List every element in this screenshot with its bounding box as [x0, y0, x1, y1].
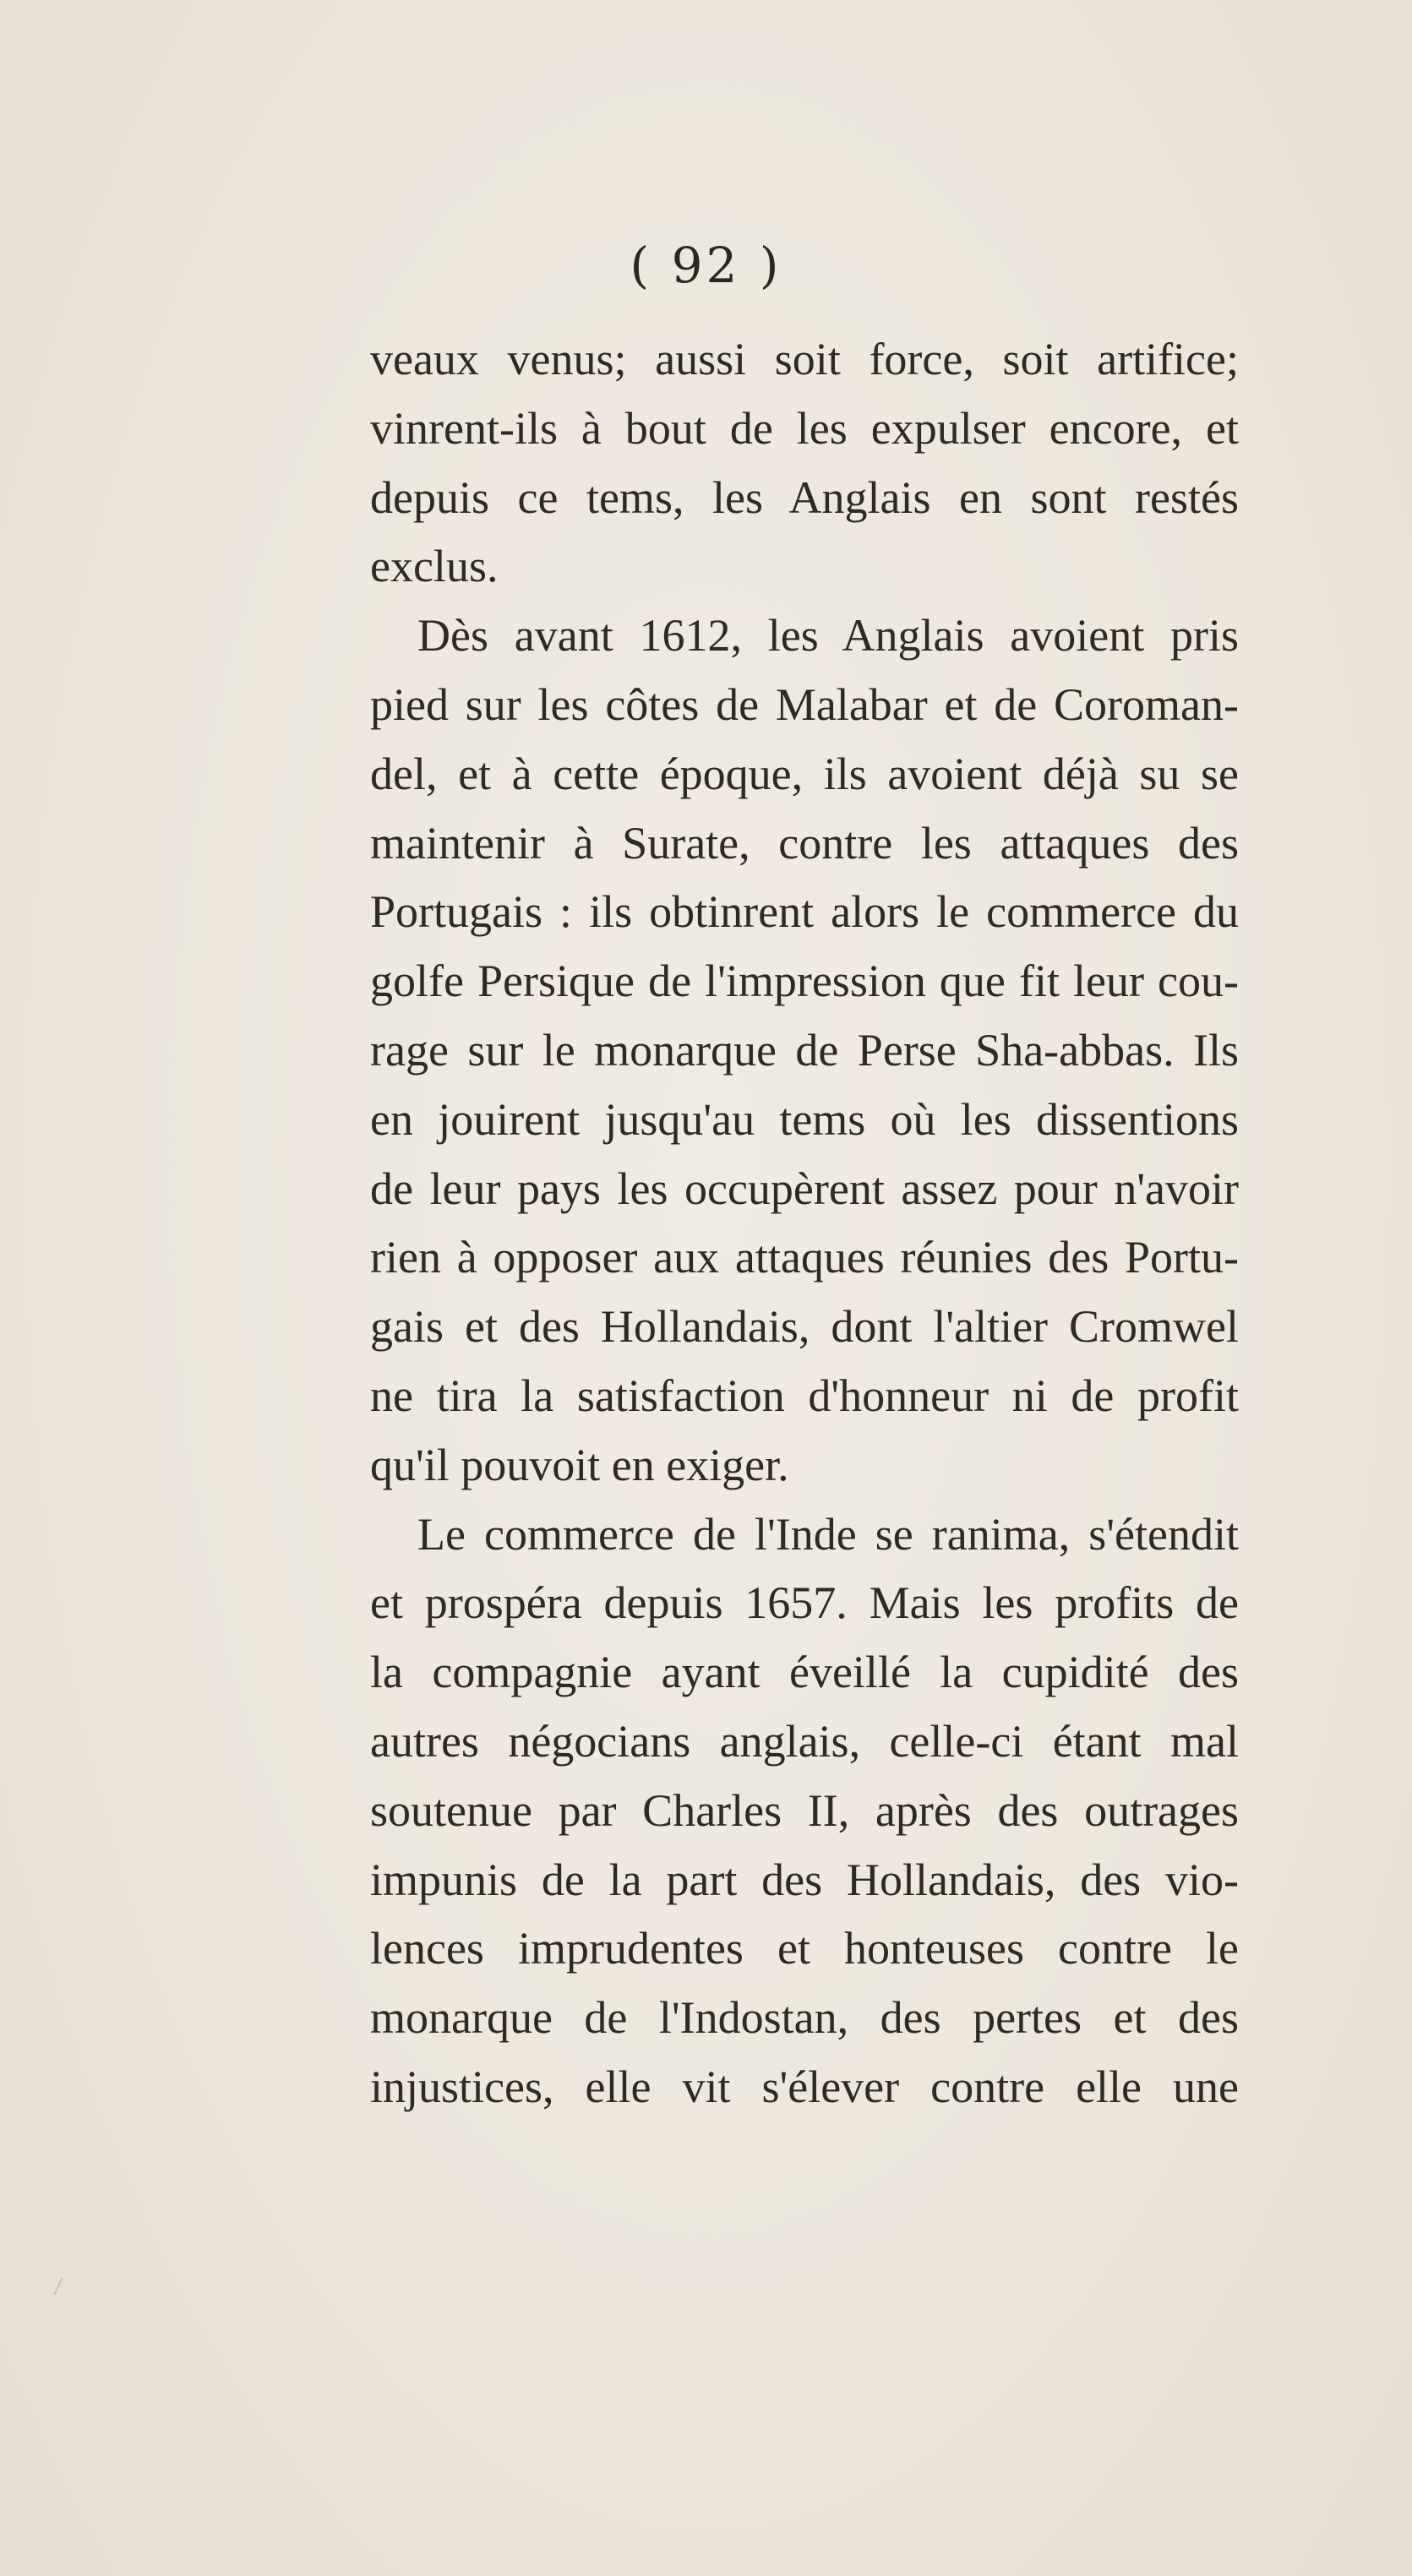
- text-line: gais et des Hollandais, dont l'altier Cromwel: [370, 1301, 1239, 1353]
- text-line: monarque de l'Indostan, des pertes et des: [370, 1992, 1239, 2044]
- text-line: rien à opposer aux attaques réunies des Portu-: [370, 1232, 1239, 1283]
- text-line: lences imprudentes et honteuses contre le: [370, 1923, 1239, 1974]
- text-line: pied sur les côtes de Malabar et de Coroman-: [370, 678, 1239, 730]
- body-text: [370, 325, 1239, 2122]
- text-line: ne tira la satisfaction d'honneur ni de profit: [370, 1370, 1239, 1421]
- text-line: en jouirent jusqu'au tems où les dissentions: [370, 1093, 1239, 1145]
- text-line: depuis ce tems, les Anglais en sont restés: [370, 471, 1239, 523]
- text-line: golfe Persique de l'impression que fit leur cou-: [370, 956, 1239, 1007]
- text-line: veaux venus; aussi soit force, soit artifice;: [370, 334, 1239, 384]
- text-line: et prospéra depuis 1657. Mais les profits de: [370, 1577, 1239, 1629]
- text-line: autres négocians anglais, celle-ci étant mal: [370, 1715, 1239, 1767]
- text-line: impunis de la part des Hollandais, des vio-: [370, 1854, 1239, 1905]
- paragraph-first-line: Le commerce de l'Inde se ranima, s'étendit: [417, 1508, 1239, 1560]
- text-line: vinrent-ils à bout de les expulser encore, et: [370, 402, 1239, 454]
- text-line: qu'il pouvoit en exiger.: [370, 1439, 789, 1490]
- text-line: la compagnie ayant éveillé la cupidité des: [370, 1647, 1239, 1698]
- paper-speck: [53, 2278, 63, 2296]
- page-number: ( 92 ): [630, 237, 782, 294]
- text-line: exclus.: [370, 541, 499, 592]
- text-line: rage sur le monarque de Perse Sha-abbas. Ils: [370, 1024, 1239, 1076]
- text-line: injustices, elle vit s'élever contre elle une: [370, 2061, 1239, 2112]
- text-line: soutenue par Charles II, après des outrages: [370, 1784, 1239, 1836]
- paragraph-first-line: Dès avant 1612, les Anglais avoient pris: [417, 610, 1239, 662]
- text-line: Portugais : ils obtinrent alors le commerce du: [370, 886, 1239, 938]
- text-line: del, et à cette époque, ils avoient déjà su se: [370, 748, 1239, 799]
- text-line: de leur pays les occupèrent assez pour n'avoir: [370, 1163, 1239, 1214]
- text-line: maintenir à Surate, contre les attaques des: [370, 817, 1239, 869]
